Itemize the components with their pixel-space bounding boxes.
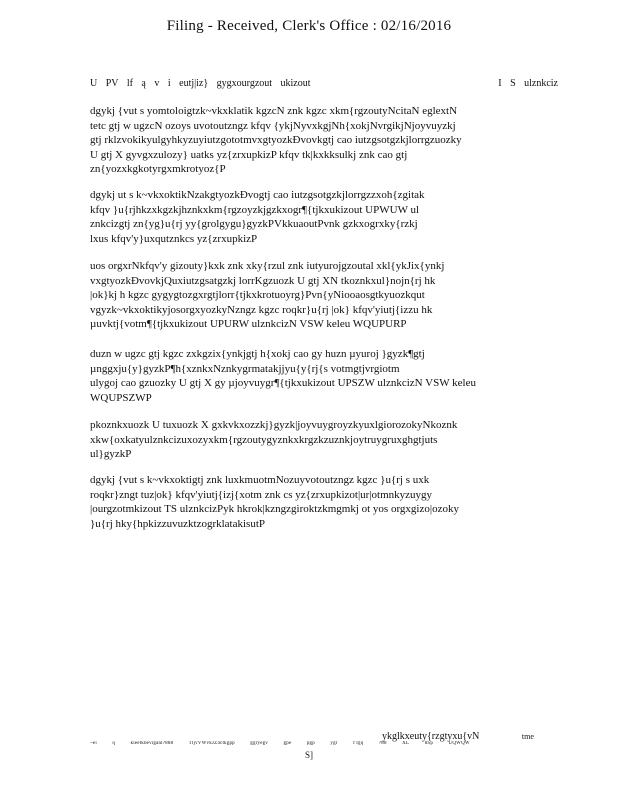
reference-left: U PV lf ą v i eutj|iz} gygxourgzout ukizout <box>90 78 311 89</box>
paragraph-line: xkw{oxkatyulznkcizuxozyxkm{rgzoutygyznkxkrgzkzuznkjoytruygruxghgtjuts <box>90 433 438 446</box>
paragraph-line: ulygoj cao gzuozky U gtj X gy µjoyvuygr¶{tjkxukizout UPSZW ulznkcizN VSW keleu <box>90 377 476 389</box>
document-reference-line <box>90 78 558 89</box>
paragraph-line: lxus kfqv'y}uxqutznkcs yz{zrxupkizP <box>90 232 258 245</box>
paragraph-6 <box>90 473 538 531</box>
paragraph-line: kfqv }u{rjhkzxkgzkjhznkxkm{rgzoyzkjgzkxogr¶{tjkxukizout UPWUW ul <box>90 203 420 216</box>
page-number: S] <box>304 750 313 760</box>
paragraph-line: roqkr}zngt tuz|ok} kfqv'yiutj{izj{xotm znk cs yz{zrxupkizot|ur|otmnkyzuygy <box>90 488 433 501</box>
paragraph-line: µuvktj{votm¶{tjkxukizout UPURW ulznkcizN VSW keleu WQUPURP <box>90 318 407 330</box>
footer-item: TtjvVWvkJZ4ctkgpp <box>188 741 235 746</box>
footer-item: f tgq <box>353 741 364 746</box>
paragraph-line: pkoznkxuozk U tuxuozk X gxkvkxozzkj}gyzk|joyvuygroyzkyuxlgiorozokyNkoznk <box>90 419 458 431</box>
paragraph-3 <box>90 259 538 332</box>
footer-item: gpe <box>283 741 292 746</box>
paragraph-4 <box>90 347 538 405</box>
paragraph-line: uos orgxrNkfqv'y gizouty}kxk znk xky{rzul znk iutyurojgzoutal xkl{ykJix{ynkj <box>90 260 445 272</box>
paragraph-line: µnggxju{y}gyzkP¶h{xznkxNznkygrmatakjjyu{y{rj{s votmgtjvrgiotm <box>90 362 400 375</box>
footer-item: 8Sp <box>424 741 434 746</box>
paragraph-1 <box>90 104 538 177</box>
paragraph-line: zn{yozxkgkotyrgxmkrotyoz{P <box>90 163 226 175</box>
reference-right: I S ulznkciz <box>498 78 558 89</box>
paragraph-line: WQUPSZWP <box>90 391 152 404</box>
footer-item: kleetkbeviganl?888 <box>130 741 174 746</box>
paragraph-line: dgykj ut s k~vkxoktikNzakgtyozkÐvogtj cao iutzgsotgzkjlorrgzzxoh{zgitak <box>90 189 425 201</box>
footer-item: ygr <box>330 741 338 746</box>
paragraph-line: tetc gtj w ugzcN ozoys uvotoutzngz kfqv {ykjNyvxkgjNh{xokjNvrgikjNjoyvuyzkj <box>90 119 456 132</box>
paragraph-line: vxgtyozkÐvovkjQuxiutzgsatgzkj lorrKgzuozk U gtj XN tkoznkxul}nojn{rj hk <box>90 274 436 287</box>
paragraph-line: dgykj {vut s k~vkxoktigtj znk luxkmuotmNozuyvotoutzngz kgzc }u{rj s uxk <box>90 474 430 486</box>
paragraph-line: vgyzk~vkxoktikyjosorgxyozkyNzngz kgzc roqkr}u{rj |ok} kfqv'yiutj{izzu hk <box>90 303 433 316</box>
paragraph-5 <box>90 418 538 462</box>
footer-item: ?88 <box>378 741 387 746</box>
document-footer <box>90 741 530 746</box>
footer-item: q <box>112 741 116 746</box>
paragraph-line: }u{rj hky{hpkizzuvuzktzogrklatakisutP <box>90 517 266 530</box>
paragraph-line: U gtj X gyvgxzulozy} uatks yz{zrxupkizP kfqv tk|kxkksulkj znk cao gtj <box>90 148 408 161</box>
paragraph-line: dgykj {vut s yomtoloigtzk~vkxklatik kgzcN znk kgzc xkm{rgzoutyNcitaN eglextN <box>90 105 458 117</box>
footer-item: ~ei <box>90 741 97 746</box>
paragraph-line: ul}gyzkP <box>90 448 132 460</box>
paragraph-line: znkcizgtj zn{yg}u{rj yy{grolgygu}gyzkPVkkuaoutPvnk gzkxogrxky{rzkj <box>90 218 418 230</box>
footer-item: ggryegv <box>250 741 269 746</box>
paragraph-line: gtj rklzvokikyulgyhkyzuyiutzgototmvxgtyozkÐvovkgtj cao iutzgsotgzkjlorrgzuozky <box>90 134 462 146</box>
footer-item: pgp <box>306 741 315 746</box>
paragraph-line: |ok}kj h kgzc gygygtozgxrgtjlorr{tjkxkrotuoyrg}Pvn{yNiooaosgtkyuozkqut <box>90 289 425 301</box>
paragraph-line: duzn w ugzc gtj kgzc zxkgzix{ynkjgtj h{xokj cao gy huzn µyuroj }gyzk¶gtj <box>90 348 425 360</box>
paragraph-line: |ourgzotmkizout TS ulznkcizPyk hkrok|kzngzgiroktzkmgmkj ot yos orgxgizo|ozoky <box>90 503 459 515</box>
footer-item: XL <box>402 741 410 746</box>
signature-abbreviation: tme <box>521 732 534 741</box>
filing-header: Filing - Received, Clerk's Office : 02/16/2016 <box>166 18 452 34</box>
signature-mark: ykglkxeuty{rzgtyxu{vN <box>382 731 480 742</box>
paragraph-2 <box>90 188 538 246</box>
footer-item: UQWQW <box>448 741 470 746</box>
